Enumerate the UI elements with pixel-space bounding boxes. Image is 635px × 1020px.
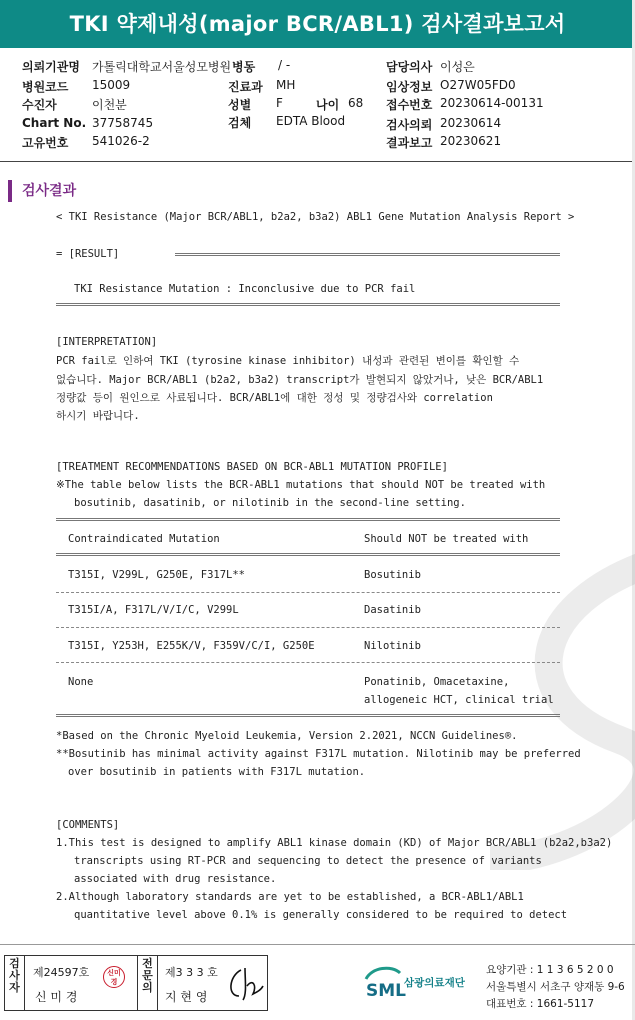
department-label: 진료과: [228, 80, 263, 94]
info-divider: [0, 161, 635, 162]
chart-no-label: Chart No.: [22, 116, 87, 130]
interpretation-header: [INTERPRETATION]: [56, 336, 158, 348]
result-separator: [56, 303, 560, 306]
tester-label-char: 검: [9, 957, 20, 970]
table-row-divider: [56, 662, 560, 663]
org-line: 요양기관 : 1 1 3 6 5 2 0 0: [486, 964, 614, 976]
logo-text: 삼광의료재단: [404, 977, 465, 989]
ward-value: / -: [278, 58, 291, 72]
unique-no-value: 541026-2: [92, 134, 150, 148]
interpretation-line: PCR fail로 인하여 TKI (tyrosine kinase inhibitor) 내성과 관련된 변이를 확인할 수: [56, 355, 520, 367]
confirmer-label: [138, 956, 158, 1010]
interpretation-line: 정량값 등이 원인으로 사료됩니다. BCR/ABL1에 대한 정성 및 정량검사와 correlation: [56, 392, 493, 404]
signature-icon: [223, 962, 267, 1004]
hospital-code-value: 15009: [92, 78, 131, 92]
footnote: over bosutinib in patients with F317L mutation.: [68, 766, 366, 778]
receipt-no-value: 20230614-00131: [440, 96, 544, 110]
doctor-label: 담당의사: [386, 60, 433, 74]
footnote: **Bosutinib has minimal activity against F317L mutation. Nilotinib may be preferred: [56, 748, 581, 760]
clinical-info-label: 임상정보: [386, 80, 433, 94]
chart-no-value: 37758745: [92, 116, 154, 130]
table-bottom-rule: [56, 714, 560, 717]
comment-line: quantitative level above 0.1% is generally considered to be required to detect: [74, 909, 568, 921]
treatment-note: bosutinib, dasatinib, or nilotinib in the second-line setting.: [74, 497, 466, 509]
logo-abbr: SML: [366, 981, 406, 1001]
receipt-no-label: 접수번호: [386, 98, 433, 112]
table-cell-drug: Nilotinib: [364, 640, 421, 652]
hospital-code-label: 병원코드: [22, 80, 69, 94]
confirmer-license: 제3 3 3 호: [165, 966, 218, 979]
organization-info: [486, 962, 625, 1013]
specimen-value: EDTA Blood: [276, 114, 346, 128]
tester-seal: 신미경: [103, 966, 125, 988]
department-value: MH: [276, 78, 296, 92]
confirmer-label-char: 의: [142, 981, 153, 994]
doctor-value: 이성은: [440, 60, 475, 74]
comments-header: [COMMENTS]: [56, 819, 120, 831]
confirmer-name: 지 현 영: [165, 990, 208, 1004]
table-cell-drug-cont: allogeneic HCT, clinical trial: [364, 694, 554, 706]
hospital-value: 가톨릭대학교서울성모병원: [92, 60, 232, 74]
result-rule: [175, 253, 560, 254]
table-cell-mutation: T315I/A, F317L/V/I/C, V299L: [68, 604, 239, 616]
table-cell-drug: Dasatinib: [364, 604, 421, 616]
table-cell-drug: Bosutinib: [364, 569, 421, 581]
confirmer-label-char: 문: [142, 969, 153, 982]
footer-divider: [0, 944, 635, 945]
table-cell-mutation: T315I, Y253H, E255K/V, F359V/C/I, G250E: [68, 640, 315, 652]
table-row-divider: [56, 627, 560, 628]
comment-line: 2.Although laboratory standards are yet to be established, a BCR-ABL1/ABL1: [56, 891, 524, 903]
treatment-note: ※The table below lists the BCR-ABL1 mutations that should NOT be treated with: [56, 479, 546, 491]
result-tag: = [RESULT]: [56, 248, 126, 260]
sex-value: F: [276, 96, 283, 110]
age-value: 68: [348, 96, 364, 110]
signature-box: [4, 955, 268, 1011]
clinical-info-value: O27W05FD0: [440, 78, 516, 92]
table-header-mutation: Contraindicated Mutation: [68, 533, 220, 545]
footnote: *Based on the Chronic Myeloid Leukemia, Version 2.2021, NCCN Guidelines®.: [56, 730, 518, 742]
result-rule-2: [175, 255, 560, 256]
org-line: 대표번호 : 1661-5117: [486, 998, 595, 1010]
comment-line: transcripts using RT-PCR and sequencing to detect the presence of variants: [74, 855, 542, 867]
comment-line: associated with drug resistance.: [74, 873, 277, 885]
ward-label: 병동: [232, 60, 256, 74]
result-line: TKI Resistance Mutation : Inconclusive due to PCR fail: [74, 283, 416, 295]
unique-no-label: 고유번호: [22, 136, 69, 150]
table-header-drug: Should NOT be treated with: [364, 533, 529, 545]
request-date-label: 검사의뢰: [386, 118, 433, 132]
treatment-header: [TREATMENT RECOMMENDATIONS BASED ON BCR-ABL1 MUTATION PROFILE]: [56, 461, 448, 473]
report-date-label: 결과보고: [386, 136, 433, 150]
results-section-title: 검사결과: [8, 180, 76, 202]
recipient-label: 수진자: [22, 98, 57, 112]
tester-license: 제24597호: [33, 966, 90, 979]
hospital-label: 의뢰기관명: [22, 60, 80, 74]
comment-line: 1.This test is designed to amplify ABL1 kinase domain (KD) of Major BCR/ABL1 (b2a2,b3a2): [56, 837, 613, 849]
table-header-rule: [56, 553, 560, 556]
org-line: 서울특별시 서초구 양재동 9-6: [486, 981, 625, 993]
tester-name: 신 미 경: [35, 990, 78, 1004]
table-top-rule: [56, 518, 560, 521]
recipient-value: 이천분: [92, 98, 127, 112]
table-cell-drug: Ponatinib, Omacetaxine,: [364, 676, 510, 688]
age-label: 나이: [316, 98, 340, 112]
report-title: TKI 약제내성(major BCR/ABL1) 검사결과보고서: [0, 0, 635, 48]
interpretation-line: 하시기 바랍니다.: [56, 410, 140, 422]
tester-label: [5, 956, 25, 1010]
patient-info-grid: [0, 52, 635, 162]
report-date-value: 20230621: [440, 134, 502, 148]
table-row-divider: [56, 592, 560, 593]
tester-label-char: 자: [9, 981, 20, 994]
table-cell-mutation: T315I, V299L, G250E, F317L**: [68, 569, 246, 581]
sex-label: 성별: [228, 98, 252, 112]
report-heading: < TKI Resistance (Major BCR/ABL1, b2a2, b3a2) ABL1 Gene Mutation Analysis Report >: [56, 211, 575, 223]
interpretation-line: 없습니다. Major BCR/ABL1 (b2a2, b3a2) transcript가 발현되지 않았거나, 낮은 BCR/ABL1: [56, 374, 544, 386]
confirmer-label-char: 전: [142, 957, 153, 970]
table-cell-mutation: None: [68, 676, 94, 688]
specimen-label: 검체: [228, 116, 252, 130]
tester-label-char: 사: [9, 969, 20, 982]
request-date-value: 20230614: [440, 116, 502, 130]
